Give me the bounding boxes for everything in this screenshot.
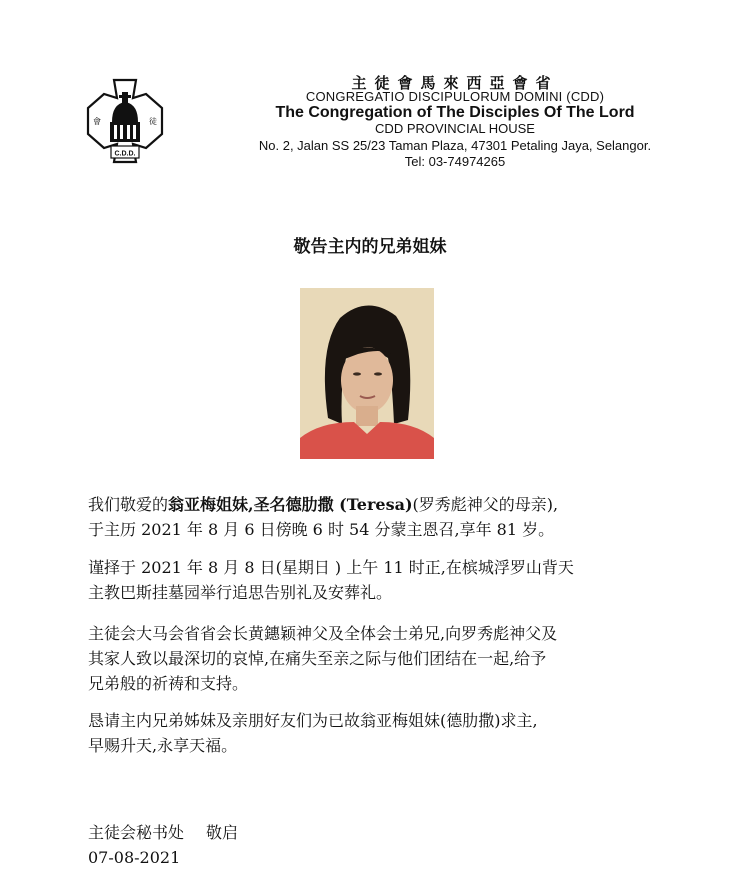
text-line: 兄弟般的祈祷和支持。 — [88, 674, 249, 693]
header-latin-name: CONGREGATIO DISCIPULORUM DOMINI (CDD) — [305, 89, 605, 104]
header-house: CDD PROVINCIAL HOUSE — [375, 121, 535, 136]
relation-note: (罗秀彪神父的母亲), — [412, 495, 559, 514]
congregation-logo — [86, 78, 164, 164]
notice-title: 敬告主内的兄弟姐妹 — [293, 237, 447, 257]
text-line: 主教巴斯挂墓园举行追思告别礼及安葬礼。 — [88, 583, 393, 602]
logo-char-left: 會 — [93, 117, 101, 126]
header-chinese-name: 主徒會馬來西亞會省 — [351, 74, 559, 92]
text-line: 恳请主内兄弟姊妹及亲朋好友们为已故翁亚梅姐妹(德肋撒)求主, — [88, 711, 538, 730]
header-telephone: Tel: 03-74974265 — [404, 154, 506, 169]
header-english-name: The Congregation of The Disciples Of The Lord — [275, 104, 635, 121]
portrait-photo — [300, 288, 434, 459]
signoff — [88, 820, 238, 870]
text-line: 其家人致以最深切的哀悼,在痛失至亲之际与他们团结在一起,给予 — [88, 649, 547, 668]
text-line: 谨择于 2021 年 8 月 8 日(星期日 ) 上午 11 时正,在槟城浮罗山背天 — [88, 558, 574, 577]
letterhead — [0, 0, 740, 180]
paragraph-prayer-request — [88, 708, 658, 758]
closing: 敬启 — [206, 823, 239, 842]
sender: 主徒会秘书处 — [88, 823, 185, 842]
logo-text: C.D.D. — [114, 150, 136, 158]
paragraph-condolences — [88, 621, 658, 696]
deceased-name: 翁亚梅姐妹,圣名德肋撒 (Teresa) — [168, 495, 413, 514]
logo-char-right: 徒 — [149, 117, 157, 126]
date: 07-08-2021 — [88, 848, 181, 867]
text-line: 于主历 2021 年 8 月 6 日傍晚 6 时 54 分蒙主恩召,享年 81 岁。 — [88, 520, 555, 539]
paragraph-announcement — [88, 492, 658, 542]
text-intro: 我们敬爱的 — [88, 495, 169, 514]
header-address: No. 2, Jalan SS 25/23 Taman Plaza, 47301 Petaling Jaya, Selangor. — [258, 138, 652, 153]
text-line: 主徒会大马会省省会长黄鏸颖神父及全体会士弟兄,向罗秀彪神父及 — [88, 624, 558, 643]
text-line: 早赐升天,永享天福。 — [88, 736, 238, 755]
paragraph-funeral-arrangements — [88, 555, 658, 605]
